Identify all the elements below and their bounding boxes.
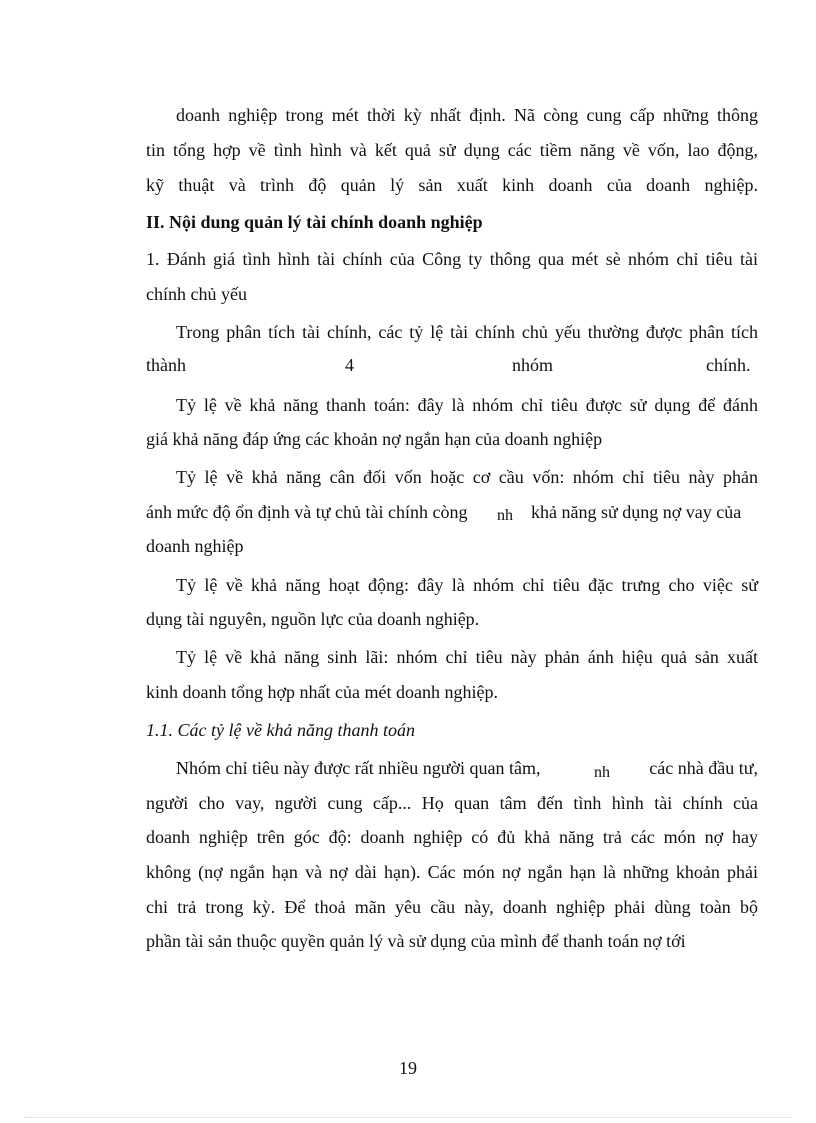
p1-word-chinh: chính. bbox=[706, 355, 751, 375]
p6-line-3: doanh nghiệp trên góc độ: doanh nghiệp có đủ khả năng trả các món nợ hay bbox=[146, 827, 758, 847]
p4-line-2: dụng tài nguyên, nguồn lực của doanh nghiệp. bbox=[146, 609, 480, 629]
p1-line-1: Trong phân tích tài chính, các tỷ lệ tài chính chủ yếu thường được phân tích bbox=[176, 322, 758, 342]
p6-line-2: người cho vay, người cung cấp... Họ quan tâm đến tình hình tài chính của bbox=[146, 793, 758, 813]
p2-line-2: giá khả năng đáp ứng các khoản nợ ngắn hạn của doanh nghiệp bbox=[146, 429, 603, 449]
section-heading: II. Nội dung quản lý tài chính doanh nghiệp bbox=[146, 212, 483, 232]
italic-heading: 1.1. Các tỷ lệ về khả năng thanh toán bbox=[146, 720, 415, 740]
subsection-heading-line-1: 1. Đánh giá tình hình tài chính của Công ty thông qua mét sè nhóm chỉ tiêu tài bbox=[146, 249, 758, 269]
p5-line-1: Tỷ lệ về khả năng sinh lãi: nhóm chỉ tiêu này phản ánh hiệu quả sản xuất bbox=[176, 647, 758, 667]
p6-line-5: chi trả trong kỳ. Để thoả mãn yêu cầu này, doanh nghiệp phải dùng toàn bộ bbox=[146, 897, 758, 917]
p6-line-4: không (nợ ngắn hạn và nợ dài hạn). Các món nợ ngắn hạn là những khoản phải bbox=[146, 862, 758, 882]
p4-line-1: Tỷ lệ về khả năng hoạt động: đây là nhóm chỉ tiêu đặc trưng cho việc sử bbox=[176, 575, 758, 595]
intro-line-3: kỹ thuật và trình độ quản lý sản xuất kinh doanh của doanh nghiệp. bbox=[146, 175, 758, 195]
p6-line-6: phần tài sản thuộc quyền quản lý và sử dụng của mình để thanh toán nợ tới bbox=[146, 931, 686, 951]
p3-line-2-nh: nh bbox=[497, 507, 513, 524]
p2-line-1: Tỷ lệ về khả năng thanh toán: đây là nhóm chỉ tiêu được sử dụng để đánh bbox=[176, 395, 758, 415]
subsection-heading-line-2: chính chủ yếu bbox=[146, 284, 247, 304]
p1-word-nhom: nhóm bbox=[512, 355, 554, 375]
p1-word-thanh: thành bbox=[146, 355, 186, 375]
intro-line-2: tin tổng hợp về tình hình và kết quả sử dụng các tiềm năng về vốn, lao động, bbox=[146, 140, 758, 160]
page-number: 19 bbox=[399, 1058, 417, 1078]
p3-line-1: Tỷ lệ về khả năng cân đối vốn hoặc cơ cầu vốn: nhóm chỉ tiêu này phản bbox=[176, 467, 758, 487]
p5-line-2: kinh doanh tổng hợp nhất của mét doanh nghiệp. bbox=[146, 682, 498, 702]
p6-line-1a: Nhóm chỉ tiêu này được rất nhiều người quan tâm, bbox=[176, 758, 541, 778]
p3-line-3: doanh nghiệp bbox=[146, 536, 244, 556]
p3-line-2a: ánh mức độ ổn định và tự chủ tài chính còng bbox=[146, 502, 468, 522]
intro-line-1: doanh nghiệp trong mét thời kỳ nhất định. Nã còng cung cấp những thông bbox=[176, 105, 758, 125]
p1-word-4: 4 bbox=[345, 355, 354, 375]
p6-line-1b: các nhà đầu tư, bbox=[649, 758, 758, 778]
page-bottom-divider bbox=[24, 1117, 792, 1118]
p6-line-1-nh: nh bbox=[594, 764, 610, 781]
p3-line-2b: khả năng sử dụng nợ vay của bbox=[531, 502, 742, 522]
